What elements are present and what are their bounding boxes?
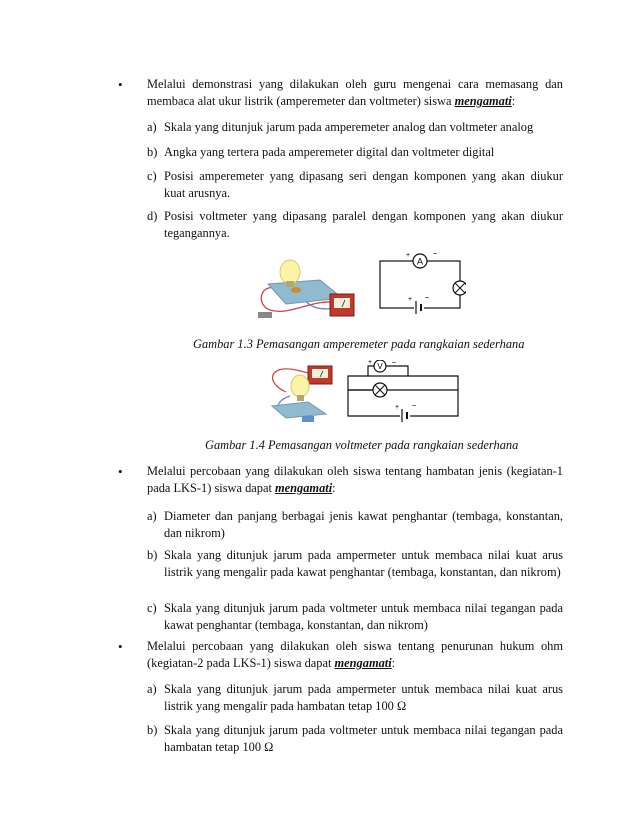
figure-1-4-caption: Gambar 1.4 Pemasangan voltmeter pada rangkaian sederhana [205, 438, 519, 452]
bullet-1-text: Melalui demonstrasi yang dilakukan oleh guru mengenai cara memasang dan membaca alat ukur listrik (amperemeter dan voltmeter) siswa mengamati: [147, 77, 563, 108]
ammeter-setup-photo [250, 250, 360, 322]
bullet-1-item-d: d) Posisi voltmeter yang dipasang paralel dengan komponen yang akan diukur tegangannya. [147, 209, 563, 240]
bullet-dot: • [118, 639, 123, 654]
voltmeter-symbol: V [377, 362, 383, 371]
bullet-2-item-b: b) Skala yang ditunjuk jarum pada ampermeter untuk membaca nilai kuat arus listrik yang mengalir pada kawat penghantar (tembaga, konstantan, dan nikrom) [147, 548, 563, 579]
ammeter-circuit-diagram [374, 250, 466, 314]
figure-1-3-caption: Gambar 1.3 Pemasangan amperemeter pada rangkaian sederhana [193, 337, 525, 351]
bullet-1 [120, 76, 563, 110]
bullet-2 [120, 463, 563, 497]
voltmeter-circuit-diagram [340, 360, 462, 422]
bullet-3 [120, 638, 563, 672]
bullet-1-item-a: a) Skala yang ditunjuk jarum pada amperemeter analog dan voltmeter analog [147, 120, 534, 134]
bullet-1-item-b: b) Angka yang tertera pada amperemeter digital dan voltmeter digital [147, 145, 495, 159]
svg-text:+: + [394, 404, 400, 411]
svg-text:+: + [407, 296, 413, 303]
svg-text:−: − [432, 250, 438, 258]
bullet-3-text: Melalui percobaan yang dilakukan oleh siswa tentang penurunan hukum ohm (kegiatan-2 pada LKS-1) siswa dapat mengamati: [147, 639, 563, 670]
svg-text:+: + [405, 252, 411, 259]
voltmeter-setup-photo [266, 362, 336, 424]
bullet-2-item-c: c) Skala yang ditunjuk jarum pada voltmeter untuk membaca nilai tegangan pada kawat penghantar (tembaga, konstantan, dan nikrom) [147, 601, 563, 632]
bullet-dot: • [118, 464, 123, 479]
ammeter-symbol: A [416, 256, 424, 267]
bullet-2-item-a: a) Diameter dan panjang berbagai jenis kawat penghantar (tembaga, konstantan, dan nikrom) [147, 509, 563, 540]
bullet-dot: • [118, 77, 123, 92]
svg-text:−: − [424, 293, 430, 302]
bullet-1-item-c: c) Posisi amperemeter yang dipasang seri dengan komponen yang akan diukur kuat arusnya. [147, 169, 563, 200]
svg-text:+: + [367, 360, 373, 366]
svg-text:−: − [391, 360, 397, 367]
bullet-3-item-a: a) Skala yang ditunjuk jarum pada ampermeter untuk membaca nilai kuat arus listrik yang mengalir pada hambatan tetap 100 Ω [147, 682, 563, 713]
bullet-2-text: Melalui percobaan yang dilakukan oleh siswa tentang hambatan jenis (kegiatan-1 pada LKS-1) siswa dapat mengamati: [147, 464, 563, 495]
svg-text:−: − [411, 401, 417, 410]
bullet-3-item-b: b) Skala yang ditunjuk jarum pada voltmeter untuk membaca nilai tegangan pada hambatan tetap 100 Ω [147, 723, 563, 754]
